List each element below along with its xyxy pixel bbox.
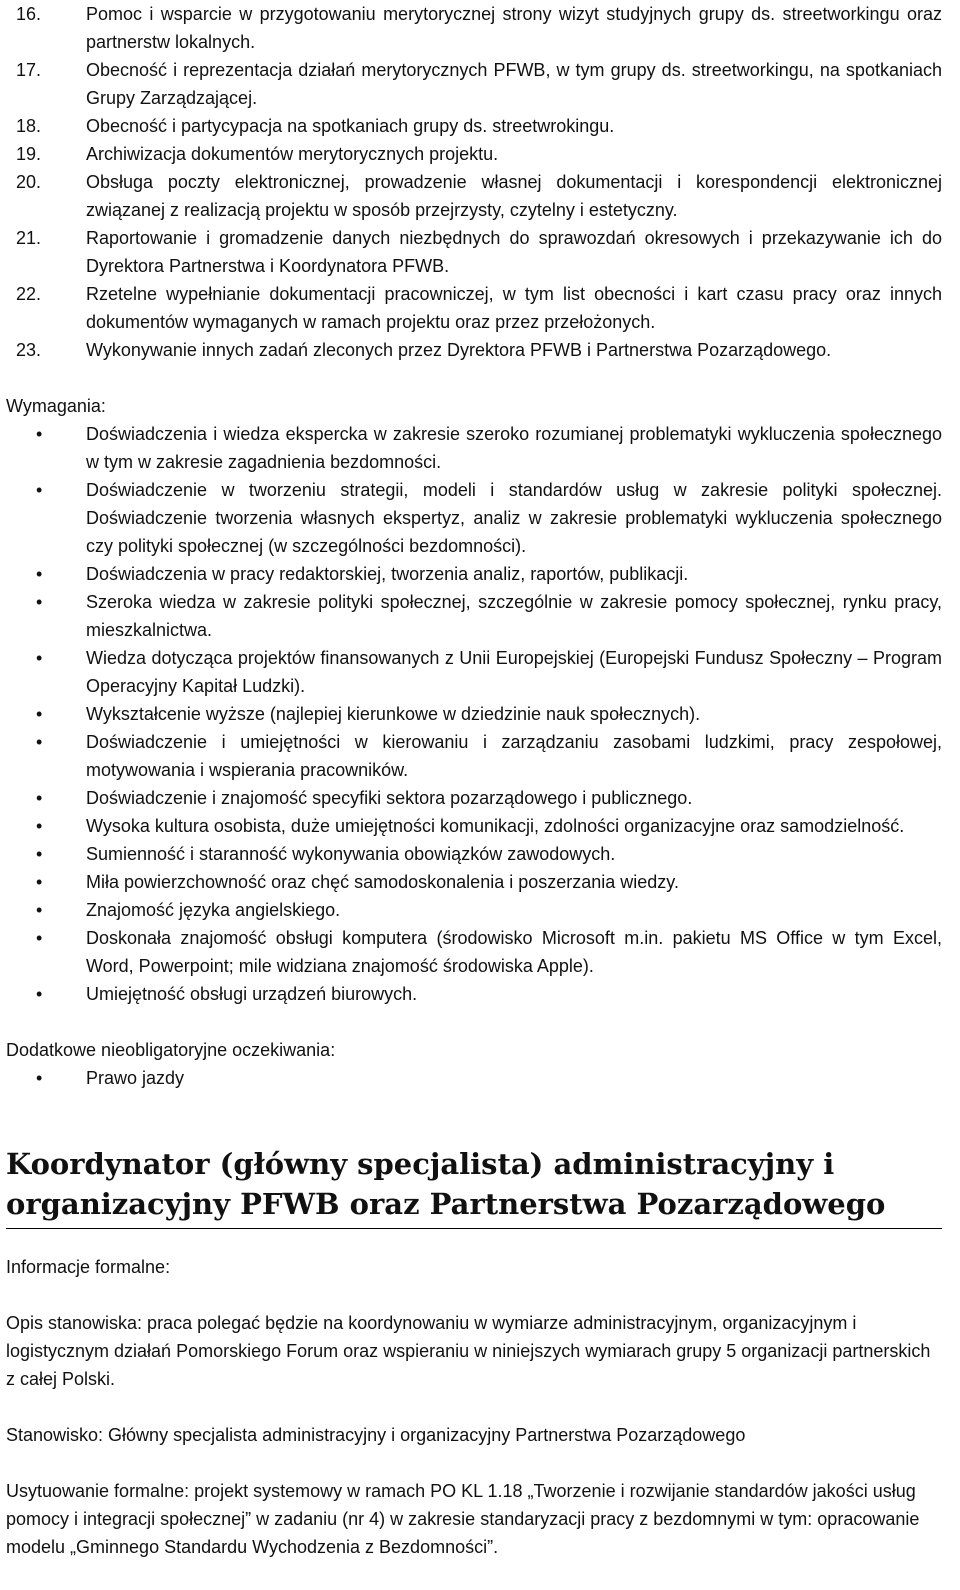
bullet-icon: • xyxy=(36,872,43,892)
bullet-icon: • xyxy=(36,424,43,444)
bullet-icon: • xyxy=(36,844,43,864)
item-number: 18. xyxy=(16,116,42,136)
item-number: 21. xyxy=(16,228,42,248)
item-text: Doświadczenie w tworzeniu strategii, modeli i standardów usług w zakresie polityki społecznej. Doświadczenie tworzenia własnych ekspertyz, analiz w zakresie problematyki wykluczenia społecznego czy polityki społecznej (w szczególności bezdomności). xyxy=(86,480,942,556)
list-item xyxy=(6,700,942,728)
list-item xyxy=(6,896,942,924)
list-item xyxy=(6,56,942,112)
list-item xyxy=(6,168,942,224)
bullet-icon: • xyxy=(36,704,43,724)
item-text: Doskonała znajomość obsługi komputera (środowisko Microsoft m.in. pakietu MS Office w tym Excel, Word, Powerpoint; mile widziana znajomość środowiska Apple). xyxy=(86,928,942,976)
item-text: Znajomość języka angielskiego. xyxy=(86,900,341,920)
list-item xyxy=(6,868,942,896)
bullet-icon: • xyxy=(36,788,43,808)
bullet-icon: • xyxy=(36,984,43,1004)
list-item xyxy=(6,644,942,700)
item-number: 23. xyxy=(16,340,42,360)
item-text: Raportowanie i gromadzenie danych niezbędnych do sprawozdań okresowych i przekazywanie ich do Dyrektora Partnerstwa i Koordynatora PFWB. xyxy=(86,228,942,276)
item-text: Miła powierzchowność oraz chęć samodoskonalenia i poszerzania wiedzy. xyxy=(86,872,679,892)
list-item xyxy=(6,336,942,364)
item-number: 22. xyxy=(16,284,42,304)
bullet-icon: • xyxy=(36,648,43,668)
formal-paragraph-description: Opis stanowiska: praca polegać będzie na koordynowaniu w wymiarze administracyjnym, organizacyjnym i logistycznym działań Pomorskiego Forum oraz wspieraniu w niniejszych wymiarach grupy 5 organizacji partnerskich z całej Polski. xyxy=(6,1313,931,1389)
formal-paragraph-position: Stanowisko: Główny specjalista administracyjny i organizacyjny Partnerstwa Pozarządowego xyxy=(6,1425,746,1445)
item-text: Sumienność i staranność wykonywania obowiązków zawodowych. xyxy=(86,844,616,864)
position-title: Koordynator (główny specjalista) administracyjny i organizacyjny PFWB oraz Partnerstwa Pozarządowego xyxy=(6,1144,942,1229)
bullet-icon: • xyxy=(36,1068,43,1088)
list-item xyxy=(6,112,942,140)
item-text: Doświadczenia w pracy redaktorskiej, tworzenia analiz, raportów, publikacji. xyxy=(86,564,689,584)
bullet-icon: • xyxy=(36,816,43,836)
list-item xyxy=(6,588,942,644)
item-text: Pomoc i wsparcie w przygotowaniu merytorycznej strony wizyt studyjnych grupy ds. streetworkingu oraz partnerstw lokalnych. xyxy=(86,4,942,52)
list-item xyxy=(6,980,942,1008)
item-text: Wykształcenie wyższe (najlepiej kierunkowe w dziedzinie nauk społecznych). xyxy=(86,704,701,724)
list-item xyxy=(6,224,942,280)
item-text: Doświadczenie i znajomość specyfiki sektora pozarządowego i publicznego. xyxy=(86,788,693,808)
requirements-list xyxy=(6,420,942,1008)
formal-paragraph-placement: Usytuowanie formalne: projekt systemowy w ramach PO KL 1.18 „Tworzenie i rozwijanie standardów jakości usług pomocy i integracji społecznej” w zadaniu (nr 4) w zakresie standaryzacji pracy z bezdomnymi w tym: opracowanie modelu „Gminnego Standardu Wychodzenia z Bezdomności”. xyxy=(6,1481,920,1557)
list-item xyxy=(6,420,942,476)
list-item xyxy=(6,924,942,980)
item-number: 20. xyxy=(16,172,42,192)
bullet-icon: • xyxy=(36,564,43,584)
list-item xyxy=(6,1064,942,1092)
item-text: Archiwizacja dokumentów merytorycznych projektu. xyxy=(86,144,499,164)
optional-heading: Dodatkowe nieobligatoryjne oczekiwania: xyxy=(6,1040,336,1060)
list-item xyxy=(6,476,942,560)
list-item xyxy=(6,840,942,868)
list-item xyxy=(6,0,942,56)
list-item xyxy=(6,728,942,784)
duties-list xyxy=(6,0,942,364)
item-text: Szeroka wiedza w zakresie polityki społecznej, szczególnie w zakresie pomocy społecznej, rynku pracy, mieszkalnictwa. xyxy=(86,592,942,640)
list-item xyxy=(6,140,942,168)
item-text: Umiejętność obsługi urządzeń biurowych. xyxy=(86,984,418,1004)
list-item xyxy=(6,280,942,336)
item-text: Obsługa poczty elektronicznej, prowadzenie własnej dokumentacji i korespondencji elektronicznej związanej z realizacją projektu w sposób przejrzysty, czytelny i estetyczny. xyxy=(86,172,942,220)
item-text: Doświadczenie i umiejętności w kierowaniu i zarządzaniu zasobami ludzkimi, pracy zespołowej, motywowania i wspierania pracowników. xyxy=(86,732,942,780)
list-item xyxy=(6,560,942,588)
bullet-icon: • xyxy=(36,480,43,500)
item-text: Obecność i partycypacja na spotkaniach grupy ds. streetwrokingu. xyxy=(86,116,615,136)
bullet-icon: • xyxy=(36,900,43,920)
item-text: Prawo jazdy xyxy=(86,1068,185,1088)
item-number: 19. xyxy=(16,144,42,164)
item-number: 16. xyxy=(16,4,42,24)
item-text: Wysoka kultura osobista, duże umiejętności komunikacji, zdolności organizacyjne oraz samodzielność. xyxy=(86,816,905,836)
bullet-icon: • xyxy=(36,928,43,948)
formal-heading: Informacje formalne: xyxy=(6,1257,171,1277)
bullet-icon: • xyxy=(36,592,43,612)
item-text: Wykonywanie innych zadań zleconych przez Dyrektora PFWB i Partnerstwa Pozarządowego. xyxy=(86,340,832,360)
list-item xyxy=(6,784,942,812)
bullet-icon: • xyxy=(36,732,43,752)
optional-list xyxy=(6,1064,942,1092)
requirements-heading: Wymagania: xyxy=(6,396,106,416)
item-text: Wiedza dotycząca projektów finansowanych z Unii Europejskiej (Europejski Fundusz Społeczny – Program Operacyjny Kapitał Ludzki). xyxy=(86,648,942,696)
item-text: Obecność i reprezentacja działań merytorycznych PFWB, w tym grupy ds. streetworkingu, na spotkaniach Grupy Zarządzającej. xyxy=(86,60,942,108)
list-item xyxy=(6,812,942,840)
item-text: Doświadczenia i wiedza ekspercka w zakresie szeroko rozumianej problematyki wykluczenia społecznego w tym w zakresie zagadnienia bezdomności. xyxy=(86,424,942,472)
item-text: Rzetelne wypełnianie dokumentacji pracowniczej, w tym list obecności i kart czasu pracy oraz innych dokumentów wymaganych w ramach projektu oraz przez przełożonych. xyxy=(86,284,942,332)
item-number: 17. xyxy=(16,60,42,80)
